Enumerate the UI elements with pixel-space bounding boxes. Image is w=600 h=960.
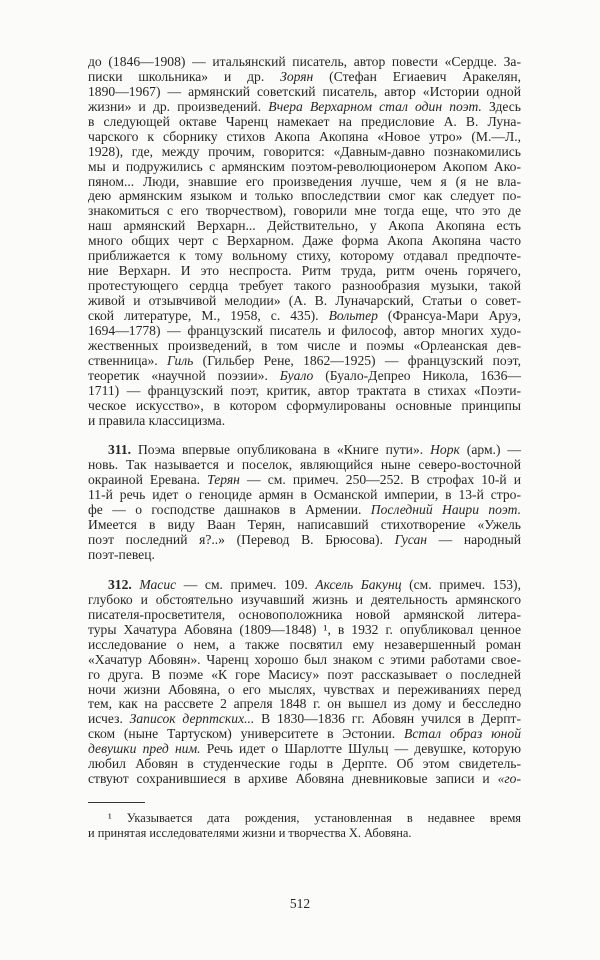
footnote [88,811,521,840]
text-run: и правила классицизма. [88,412,226,428]
text-line [88,309,521,324]
text-run: 11-й речь идет о геноциде армян в Османской империи, в 13-й стро- [88,487,521,503]
text-line [88,145,521,160]
italic-term: Гиль [166,352,194,368]
text-run: (арм.) — [459,442,521,458]
text-line [88,458,521,473]
text-line [88,339,521,354]
text-line [88,503,521,518]
text-line [88,160,521,175]
text-run: (см. примеч. 153), [401,576,521,592]
text-line [88,668,521,683]
text-line [88,623,521,638]
text-line [88,811,521,826]
text-run: наш армянский Верхарн... Действительно, у Акопа Акопяна есть [88,218,521,234]
text-line [88,384,521,399]
italic-term: Записок дерптских... [129,711,255,727]
text-run: поэт последний я?..» (Перевод В. Брюсова). [88,532,395,548]
text-run: 1711) — французский поэт, критик, автор трактата в стихах «Поэти- [88,382,521,398]
text-line [88,608,521,623]
text-run: — см. примеч. 250—252. В строфах 10-й и [239,472,522,488]
text-line [88,473,521,488]
text-run: исследование о нем, а также посвятил ему незавершенный роман [88,636,521,652]
italic-term: Последний Наири поэт. [370,502,521,518]
text-line [88,742,521,757]
text-run: «Хачатур Абовян». Чаренц хорошо был знаком с этими работами свое- [88,651,521,667]
text-line [88,443,521,458]
text-line [88,55,521,70]
text-line [88,488,521,503]
text-run: мы и подружились с армянским поэтом-революционером Акопом Ако- [88,158,521,174]
text-run: много общих черт с Верхарном. Даже форма Акопа Акопяна часто [88,233,521,249]
italic-term: Аксель Бакунц [315,576,402,592]
text-run: 1928), где, между прочим, говорится: «Давным-давно познакомились [88,143,521,159]
text-line [88,219,521,234]
text-line [88,727,521,742]
italic-term: Встал образ юной [404,726,521,742]
text-run: чарского к сборнику стихов Акопа Акопяна «Новое утро» (М.—Л., [88,128,521,144]
text-line [88,518,521,533]
text-line [88,683,521,698]
text-run: приближается к тому вольному стиху, которому отдавал предпочте- [88,248,521,264]
text-run: Имеется в виду Ваан Терян, написавший стихотворение «Ужель [88,517,521,533]
page-body [88,55,521,840]
text-line [88,712,521,727]
text-run: писки школьника» и др. [88,68,281,84]
text-run: поэт-певец. [88,547,155,562]
text-run: ческое искусство», в котором сформулированы основные принципы [88,397,521,413]
text-run: в следующей октаве Чаренц намекает на предисловие А. В. Луна- [88,113,521,129]
text-line [88,772,521,787]
text-run: писателя-просветителя, основоположника новой армянской литера- [88,606,521,622]
text-run: исчез. [88,711,130,727]
footnote-divider [88,802,145,803]
text-run: ночи жизни Абовяна, о его мыслях, чувствах и переживаниях перед [88,681,521,697]
text-run: туры Хачатура Абовяна (1809—1848) ¹, в 1932 г. опубликовал ценное [88,621,521,637]
text-run: (Гильбер Рене, 1862—1925) — французский поэт, [193,352,521,368]
text-run: го друга. В поэме «К горе Масису» поэт рассказывает о последней [88,666,521,682]
text-run: Речь идет о Шарлотте Шульц — девушке, которую [200,741,521,757]
text-line [88,414,521,429]
italic-term: Норк [430,442,460,458]
text-run: окраиной Еревана. [88,472,208,488]
paragraph [88,443,521,563]
text-line [88,70,521,85]
note-number: 311. [108,442,132,458]
text-line [88,354,521,369]
text-run: (Буало-Депрео Никола, 1636— [313,367,521,383]
text-line [88,189,521,204]
text-run: Поэма впервые опубликована в «Книге пути». [131,442,431,458]
text-line [88,826,521,841]
text-run: глубоко и обстоятельно изучавший жизнь и деятельность армянского [88,591,521,607]
text-line [88,175,521,190]
text-run: до (1846—1908) — итальянский писатель, автор повести «Сердце. За- [88,54,521,69]
note-number: 312. [108,576,132,592]
italic-term: Вчера Верхарном стал один поэт. [268,98,482,114]
text-run: — народный [427,532,521,548]
text-run: ском (ныне Тартуском) университете в Эстонии. [88,726,405,742]
italic-term: Масис [139,576,177,592]
italic-term: Гусан [394,532,428,548]
text-run: живой и отзывчивой мелодии» (А. В. Луначарский, Статьи о совет- [88,293,521,308]
text-run: теоретик «научной поэзии». [88,367,280,383]
text-run: дею армянским языком и только впоследствии смог как следует по- [88,188,521,204]
text-line [88,399,521,414]
text-line [88,697,521,712]
text-line [88,85,521,100]
text-line [88,369,521,384]
text-line [88,533,521,548]
text-run: жизни» и др. произведений. [88,98,269,114]
text-line [88,578,521,593]
text-line [88,204,521,219]
text-run: (Стефан Егиаевич Аракелян, [313,68,521,84]
text-line [88,548,521,563]
text-run: новь. Так называется и поселок, являющийся ныне северо-восточной [88,457,521,473]
text-run: Здесь [481,98,521,114]
italic-term: Терян [207,472,240,488]
italic-term: Вольтер [328,307,378,323]
text-run: ние Верхарн. И это неспроста. Ритм труда, ритм очень горячего, [88,263,521,279]
text-line [88,757,521,772]
italic-term: Зорян [280,68,314,84]
text-run: жественных произведений, в том числе и поэмы «Орлеанская дев- [88,337,521,353]
text-line [88,279,521,294]
text-line [88,264,521,279]
text-run: тем, как на рассвете 2 апреля 1848 г. он вышел из дому и бесследно [88,696,521,712]
text-line [88,638,521,653]
paragraph [88,55,521,428]
text-run: и принятая исследователями жизни и творчества Х. Абовяна. [88,825,412,840]
text-line [88,100,521,115]
text-line [88,653,521,668]
text-run: ¹ Указывается дата рождения, установленная в недавнее время [108,811,521,826]
text-run: ственница». [88,352,167,368]
text-run: 1890—1967) — армянский советский писатель, автор «Истории одной [88,83,521,99]
paragraph [88,578,521,787]
italic-term: «го- [497,771,521,787]
text-run: протестующего сердца требует такого разнообразия музыки, такой [88,278,521,294]
text-run: ской литературе, М., 1958, с. 435). [88,307,329,323]
text-run: — см. примеч. 109. [176,576,316,592]
text-run: пяном... Люди, знавшие его произведения лучше, чем я (я не вла- [88,173,521,189]
text-run: фе — о господстве дашнаков в Армении. [88,502,371,518]
text-line [88,115,521,130]
text-run: (Франсуа-Мари Аруэ, [377,307,521,323]
text-run: знакомиться с его творчеством), говорили мне тогда еще, что это де [88,203,521,219]
text-run: В 1830—1836 гг. Абовян учился в Дерпт- [254,711,521,727]
text-line [88,130,521,145]
italic-term: девушки пред ним. [88,741,201,757]
page-number: 512 [289,896,311,911]
notes-text [88,55,521,787]
text-line [88,324,521,339]
text-run: ствуют сохранившиеся в архиве Абовяна дневниковые записи и [88,771,498,787]
text-run: 1694—1778) — французский писатель и философ, автор многих худо- [88,322,521,338]
text-line [88,234,521,249]
text-line [88,249,521,264]
text-run: любил Абовян в студенческие годы в Дерпте. Об этом свидетель- [88,756,521,772]
text-line [88,294,521,309]
italic-term: Буало [279,367,314,383]
text-line [88,593,521,608]
